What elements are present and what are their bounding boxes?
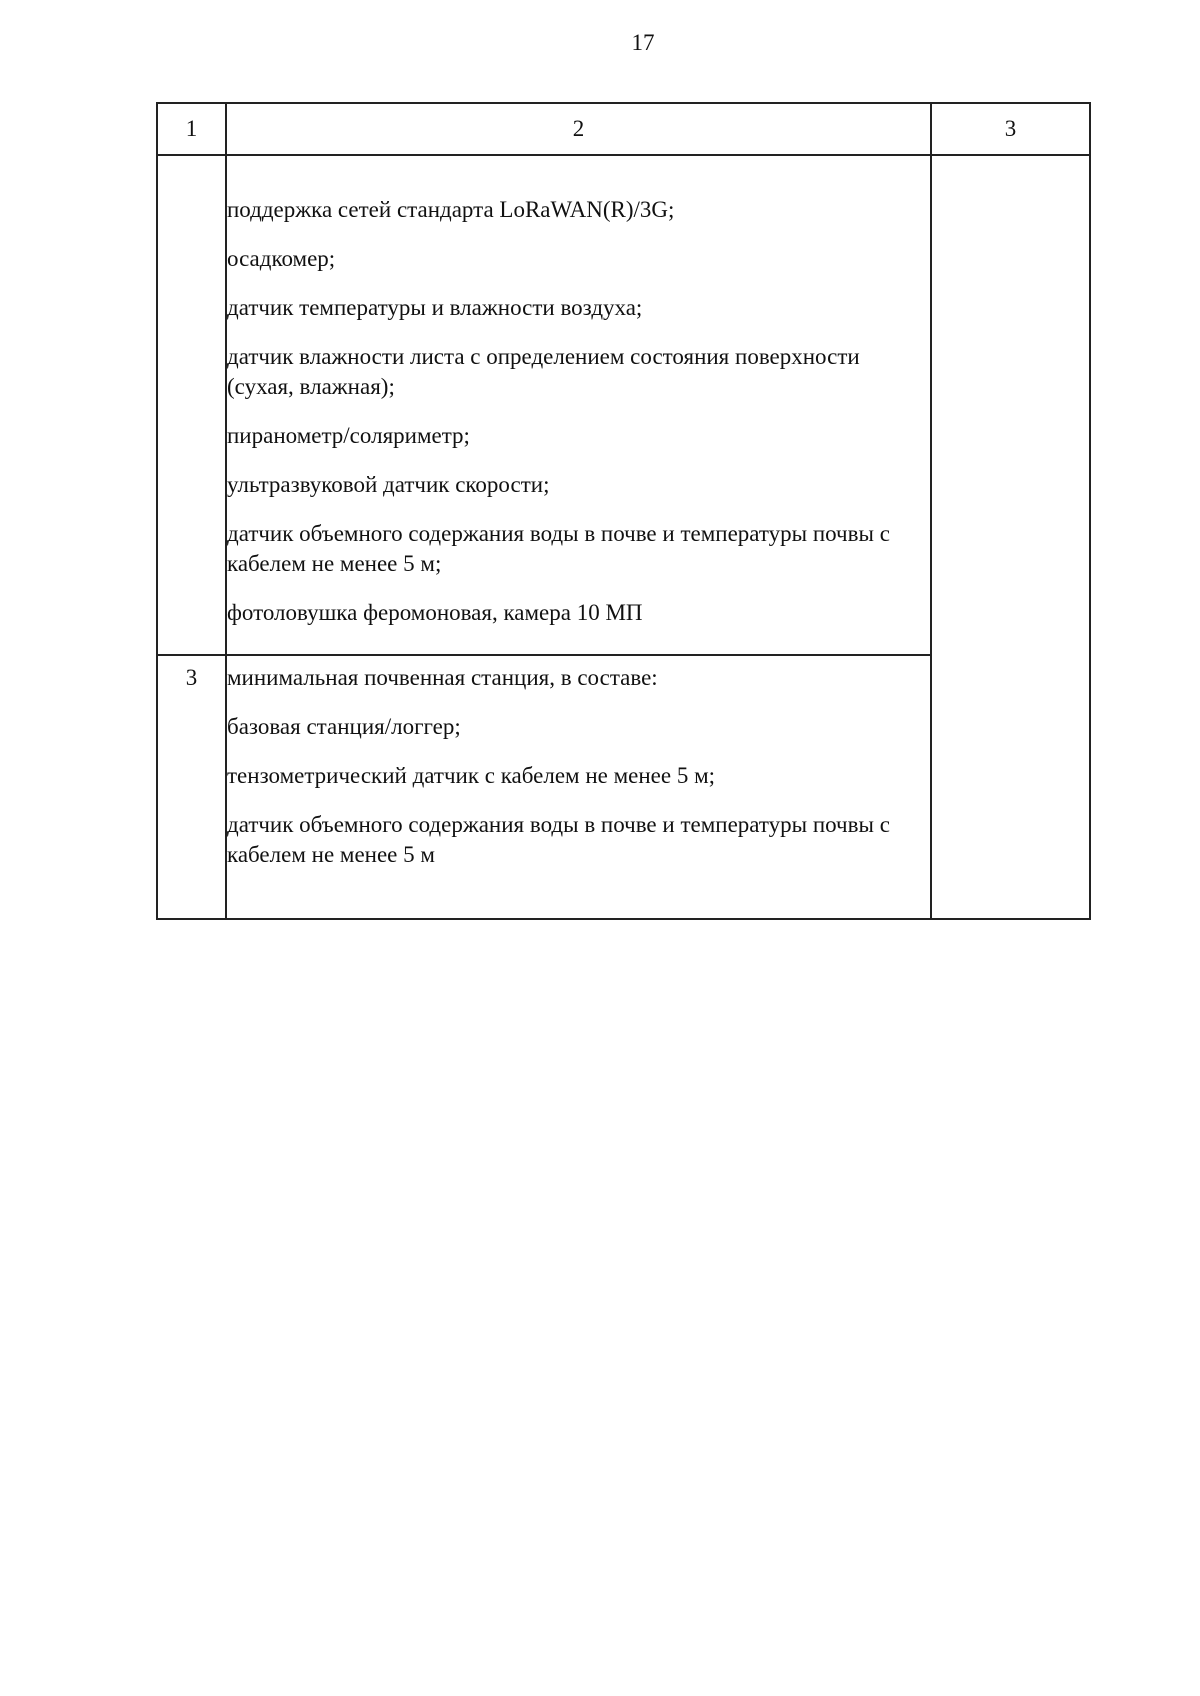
list-item: датчик объемного содержания воды в почве и температуры почвы с кабелем не менее 5 м [227, 812, 890, 867]
column-header-3: 3 [931, 103, 1090, 155]
specification-table [156, 102, 1091, 920]
list-item: датчик температуры и влажности воздуха; [227, 295, 643, 320]
equipment-list-cell [226, 155, 931, 655]
table-header-row [157, 103, 1090, 155]
column-header-1: 1 [157, 103, 226, 155]
list-item: пиранометр/соляриметр; [227, 423, 470, 448]
list-item: фотоловушка феромоновая, камера 10 МП [227, 600, 643, 625]
list-item: поддержка сетей стандарта LoRaWAN(R)/3G; [227, 197, 675, 222]
list-item: минимальная почвенная станция, в составе: [227, 665, 658, 690]
list-item: датчик объемного содержания воды в почве и температуры почвы с кабелем не менее 5 м; [227, 521, 890, 576]
column-3-cell [931, 155, 1090, 919]
row-number-cell [157, 155, 226, 655]
list-item: базовая станция/логгер; [227, 714, 461, 739]
column-header-2: 2 [226, 103, 931, 155]
equipment-list-cell [226, 655, 931, 919]
list-item: датчик влажности листа с определением состояния поверхности (сухая, влажная); [227, 344, 860, 399]
page-number: 17 [631, 30, 655, 55]
list-item: ультразвуковой датчик скорости; [227, 472, 550, 497]
table-row [157, 155, 1090, 655]
row-number-cell: 3 [157, 655, 226, 919]
list-item: тензометрический датчик с кабелем не менее 5 м; [227, 763, 716, 788]
list-item: осадкомер; [227, 246, 336, 271]
